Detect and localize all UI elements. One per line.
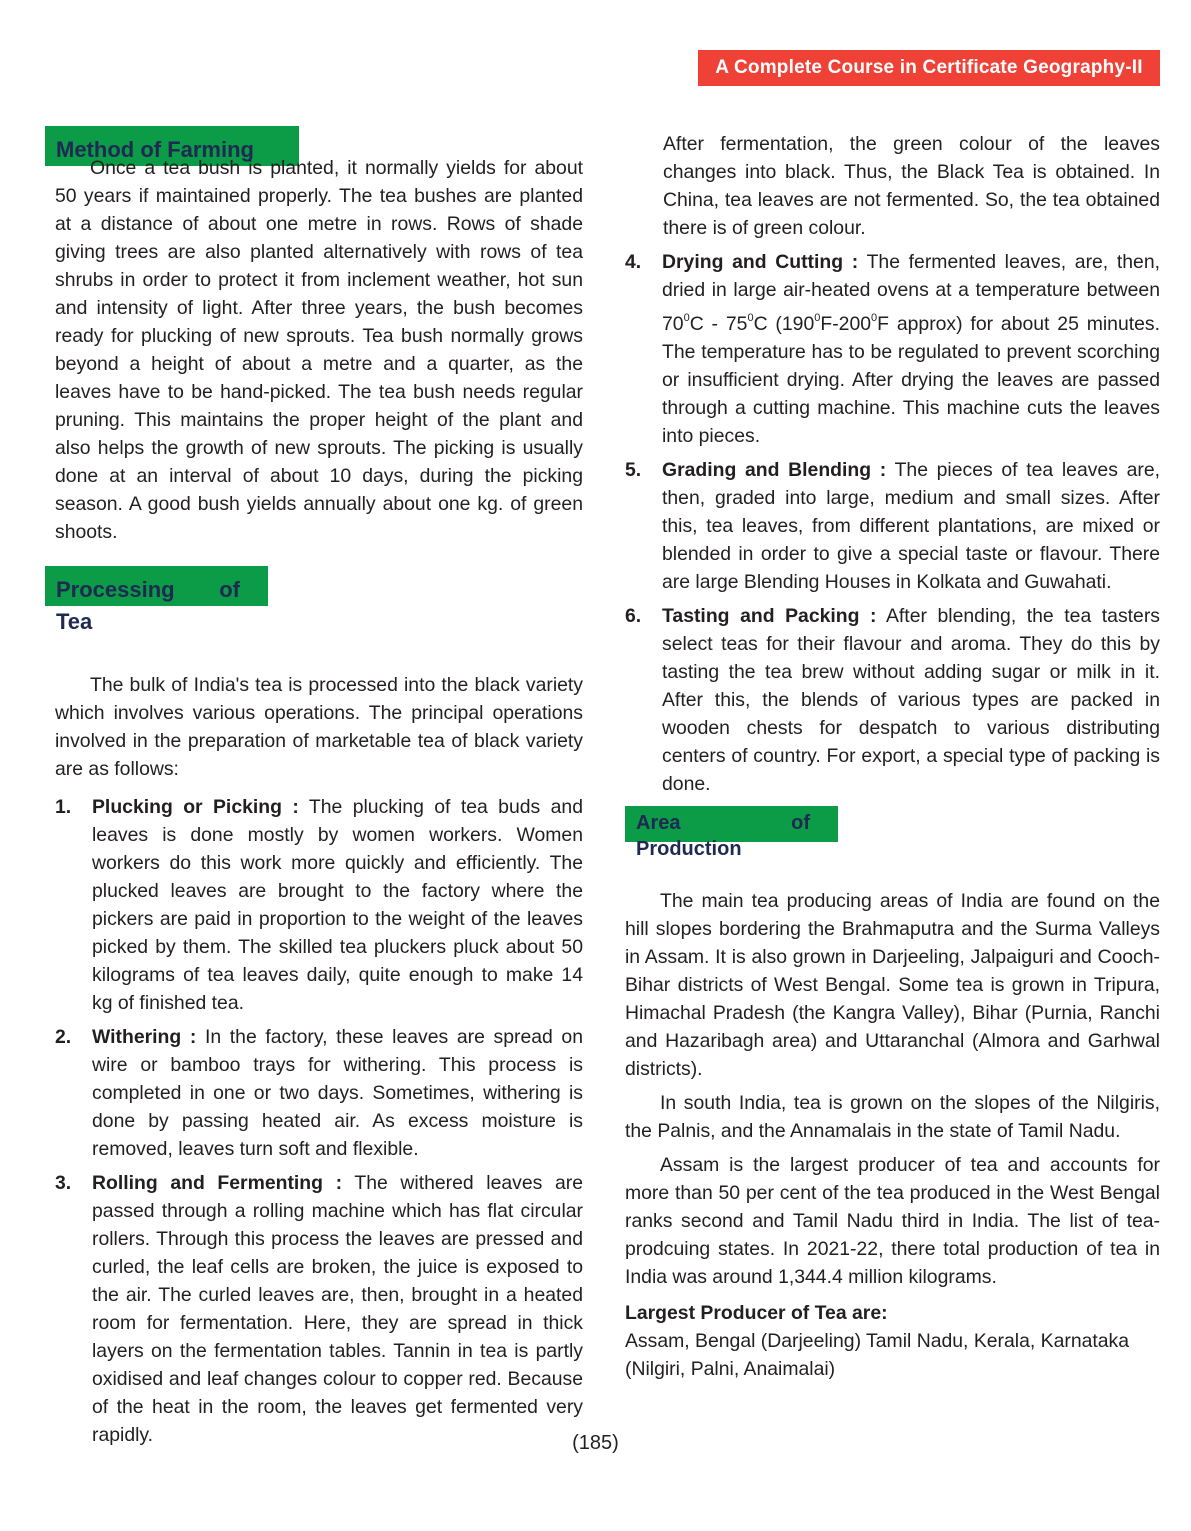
- book-title-badge: A Complete Course in Certificate Geography-II: [698, 50, 1160, 86]
- step-title: Rolling and Fermenting :: [92, 1172, 343, 1194]
- method-of-farming-heading: Method of Farming: [45, 126, 299, 166]
- step-title: Drying and Cutting :: [662, 251, 859, 273]
- list-item: [55, 1023, 583, 1163]
- step-number: 6.: [625, 605, 642, 627]
- list-item: [625, 456, 1160, 596]
- largest-producer-text: Assam, Bengal (Darjeeling) Tamil Nadu, Kerala, Karnataka (Nilgiri, Palni, Anaimalai): [625, 1330, 1130, 1380]
- processing-steps-list-continued: [625, 248, 1160, 798]
- list-item: [625, 248, 1160, 450]
- step-title: Tasting and Packing :: [662, 605, 877, 627]
- fermentation-continuation: After fermentation, the green colour of the leaves changes into black. Thus, the Black Tea is obtained. In China, tea leaves are not fermented. So, the tea obtained there is of green colour.: [663, 133, 1160, 239]
- processing-steps-list: [55, 793, 583, 1449]
- list-item: [55, 1169, 583, 1449]
- step-text: C - 75: [689, 313, 748, 335]
- list-item: [55, 793, 583, 1017]
- area-paragraph-2: In south India, tea is grown on the slopes of the Nilgiris, the Palnis, and the Annamalais in the state of Tamil Nadu.: [625, 1092, 1160, 1142]
- step-text: The fermented leaves, are, then, dried in large air-heated ovens at a temperature between 70: [662, 251, 1161, 335]
- step-text: F approx) for about 25 minutes. The temperature has to be regulated to prevent scorching or insufficient drying. After drying the leaves are passed through a cutting machine. This machine cuts the leaves into pieces.: [662, 313, 1160, 447]
- step-text: C (190: [753, 313, 815, 335]
- largest-producer-heading: Largest Producer of Tea are:: [625, 1302, 888, 1324]
- area-paragraph-1: The main tea producing areas of India are found on the hill slopes bordering the Brahmaputra and the Surma Valleys in Assam. It is also grown in Darjeeling, Jalpaiguri and Cooch-Bihar districts of West Bengal. Some tea is grown in Tripura, Himachal Pradesh (the Kangra Valley), Bihar (Purnia, Ranchi and Hazaribagh area) and Uttaranchal (Almora and Garhwal districts).: [625, 890, 1160, 1080]
- left-column: [55, 126, 583, 1455]
- step-text: The plucking of tea buds and leaves is done mostly by women workers. Women workers do this work more quickly and efficiently. The plucked leaves are brought to the factory where the pickers are paid in proportion to the weight of the leaves picked by them. The skilled tea pluckers pluck about 50 kilograms of tea leaves daily, quite enough to make 14 kg of finished tea.: [92, 796, 583, 1014]
- area-of-production-heading: Area of Production: [625, 806, 838, 842]
- step-title: Plucking or Picking :: [92, 796, 299, 818]
- step-number: 4.: [625, 251, 642, 273]
- step-text: The withered leaves are passed through a rolling machine which has flat circular rollers. Through this process the leaves are pressed and curled, the leaf cells are broken, the juice is exposed to the air. The curled leaves are, then, brought in a heated room for fermentation. Here, they are spread in thick layers on the fermentation tables. Tannin in tea is partly oxidised and leaf changes colour to copper red. Because of the heat in the room, the leaves get fermented very rapidly.: [92, 1172, 583, 1446]
- step-text: F-200: [820, 313, 872, 335]
- step-title: Withering :: [92, 1026, 197, 1048]
- step-number: 2.: [55, 1026, 72, 1048]
- list-item: [625, 602, 1160, 798]
- page-number: (185): [572, 1432, 619, 1454]
- area-paragraph-3: Assam is the largest producer of tea and accounts for more than 50 per cent of the tea produced in the West Bengal ranks second and Tamil Nadu third in India. The list of tea-prodcuing states. In 2021-22, there total production of tea in India was around 1,344.4 million kilograms.: [625, 1154, 1160, 1288]
- degree-mark: 0: [814, 312, 821, 324]
- processing-heading: Processing of Tea: [45, 566, 268, 606]
- step-number: 1.: [55, 796, 72, 818]
- degree-mark: 0: [871, 312, 878, 324]
- step-number: 3.: [55, 1172, 72, 1194]
- degree-mark: 0: [747, 312, 754, 324]
- step-text: In the factory, these leaves are spread on wire or bamboo trays for withering. This process is completed in one or two days. Sometimes, withering is done by passing heated air. As excess moisture is removed, leaves turn soft and flexible.: [92, 1026, 584, 1160]
- right-column: [625, 130, 1160, 1383]
- step-text: The pieces of tea leaves are, then, graded into large, medium and small sizes. After this, tea leaves, from different plantations, are mixed or blended in order to give a special taste or flavour. There are large Blending Houses in Kolkata and Guwahati.: [662, 459, 1160, 593]
- method-of-farming-text: Once a tea bush is planted, it normally yields for about 50 years if maintained properly. The tea bushes are planted at a distance of about one metre in rows. Rows of shade giving trees are also planted alternatively with rows of tea shrubs in order to protect it from inclement weather, hot sun and intensity of light. After three years, the bush becomes ready for plucking of new sprouts. Tea bush normally grows beyond a height of about a metre and a quarter, as the leaves have to be hand-picked. The tea bush needs regular pruning. This maintains the proper height of the plant and also helps the growth of new sprouts. The picking is usually done at an interval of about 10 days, during the picking season. A good bush yields annually about one kg. of green shoots.: [55, 157, 583, 543]
- step-text: After blending, the tea tasters select teas for their flavour and aroma. They do this by tasting the tea brew without adding sugar or milk in it. After this, the blends of various types are packed in wooden chests for despatch to various distributing centers of country. For export, a special type of packing is done.: [662, 605, 1160, 795]
- step-title: Grading and Blending :: [662, 459, 887, 481]
- degree-mark: 0: [683, 312, 690, 324]
- processing-intro: The bulk of India's tea is processed into the black variety which involves various operations. The principal operations involved in the preparation of marketable tea of black variety are as follows:: [55, 674, 583, 780]
- step-number: 5.: [625, 459, 642, 481]
